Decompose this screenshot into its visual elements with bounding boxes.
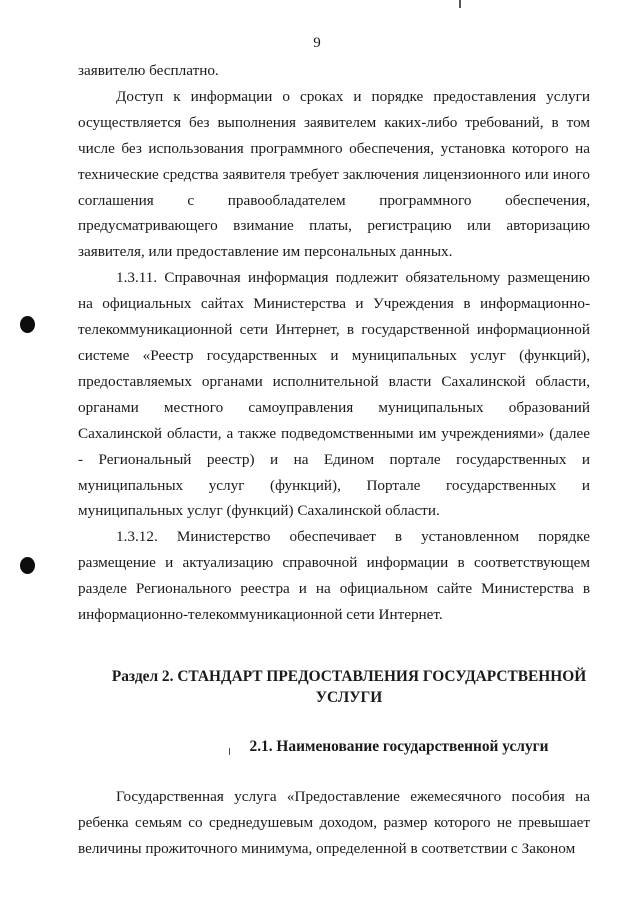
section-title [78, 666, 590, 708]
section-title-line2: УСЛУГИ [315, 688, 383, 706]
scan-artifact [459, 0, 461, 8]
paragraph-service-name: Государственная услуга «Предоставление ежемесячного пособия на ребенка семьям со среднедушевым доходом, размер которого не превышает величины прожиточного минимума, определенной в соответствии с Законом [78, 787, 590, 857]
page-number: 9 [313, 35, 321, 51]
paragraph-access-info: Доступ к информации о сроках и порядке предоставления услуги осуществляется без выполнения заявителем каких-либо требований, в том числе без использования программного обеспечения, установка которого на технические средства заявителя требует заключения лицензионного или иного соглашения с правообладателем программного обеспечения, предусматривающего взимание платы, регистрацию или авторизацию заявителя, или предоставление им персональных данных. [78, 87, 590, 261]
paragraph-1-3-12: 1.3.12. Министерство обеспечивает в установленном порядке размещение и актуализацию справочной информации в соответствующем разделе Регионального реестра и на официальном сайте Министерства в информационно-телекоммуникационной сети Интернет. [78, 528, 590, 624]
subsection-title: 2.1. Наименование государственной услуги [249, 737, 549, 755]
punch-hole-mark [20, 557, 35, 574]
section-title-line1: Раздел 2. СТАНДАРТ ПРЕДОСТАВЛЕНИЯ ГОСУДАРСТВЕННОЙ [111, 667, 587, 685]
paragraph-1-3-11: 1.3.11. Справочная информация подлежит обязательному размещению на официальных сайтах Министерства и Учреждения в информационно-телекоммуникационной сети Интернет, в государственной информационной системе «Реестр государственных и муниципальных услуг (функций), предоставляемых органами исполнительной власти Сахалинской области, органами местного самоуправления муниципальных образований Сахалинской области, а также подведомственными им учреждениями» (далее - Региональный реестр) и на Едином портале государственных и муниципальных услуг (функций), Портале государственных и муниципальных услуг (функций) Сахалинской области. [78, 269, 590, 520]
punch-hole-mark [20, 316, 35, 333]
paragraph-continuation: заявителю бесплатно. [78, 62, 219, 79]
document-body [78, 58, 590, 862]
